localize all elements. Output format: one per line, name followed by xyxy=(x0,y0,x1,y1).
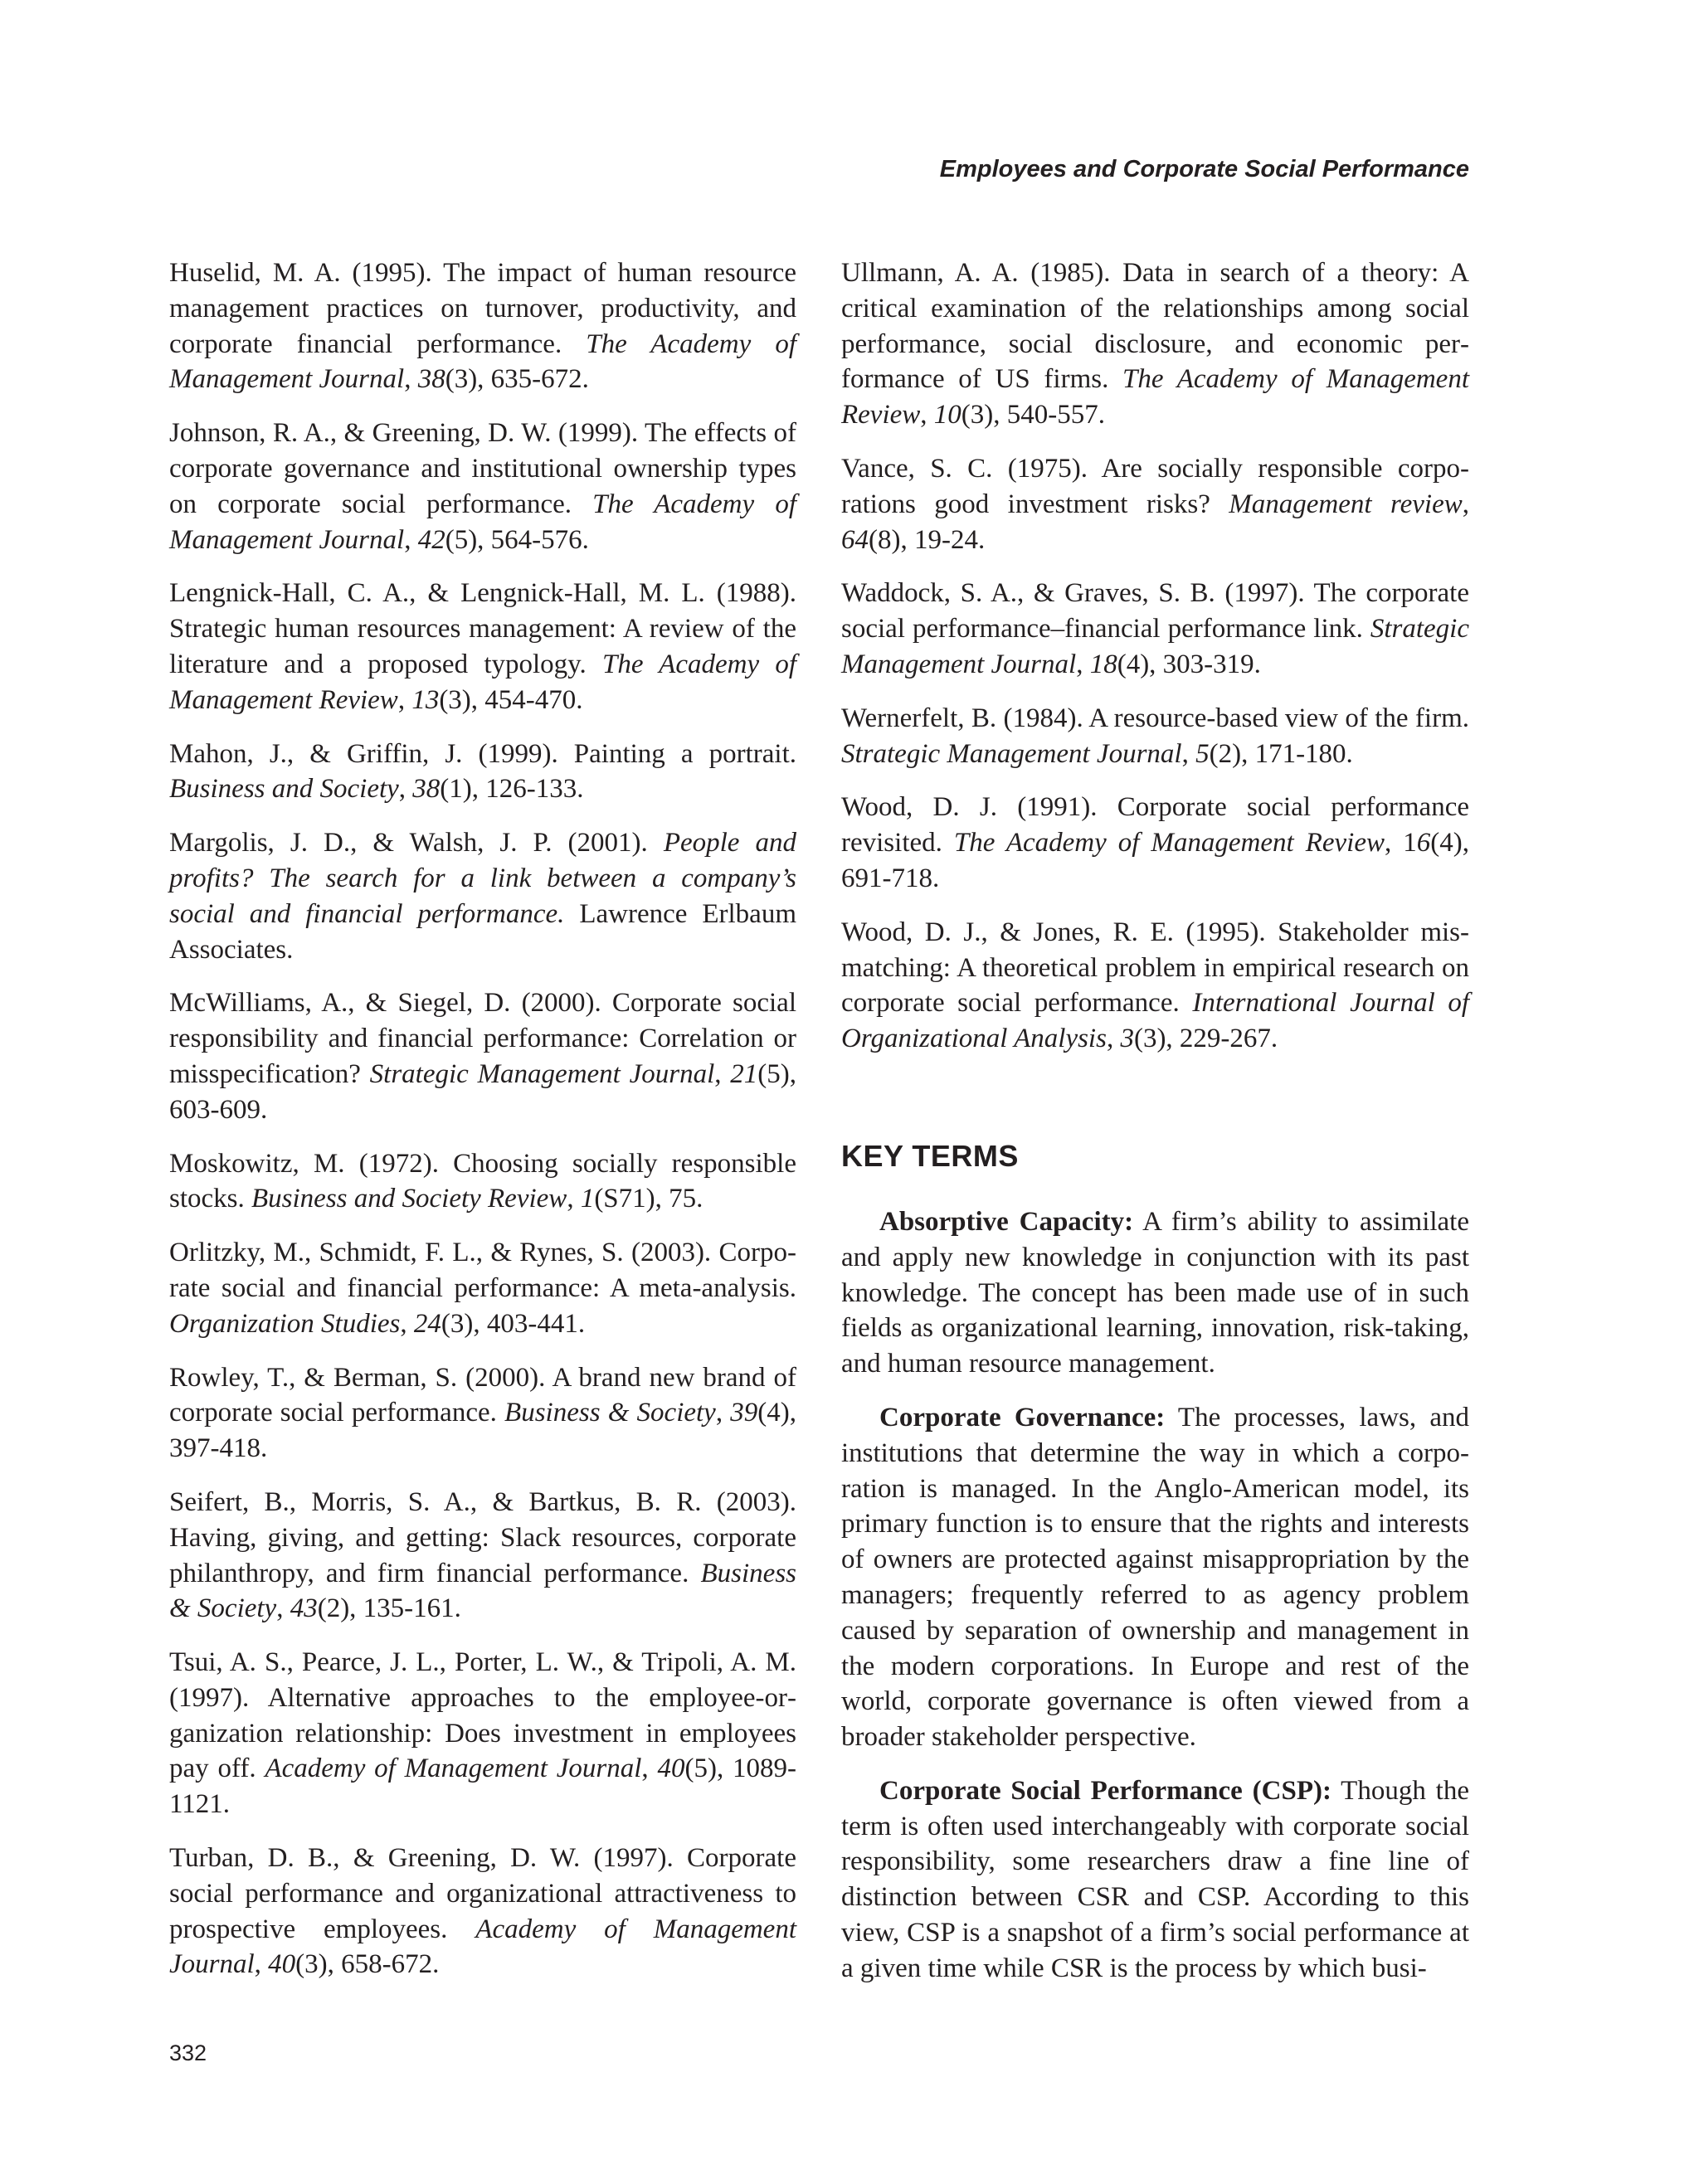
key-terms-heading: KEY TERMS xyxy=(841,1138,1019,1173)
reference-entry: Johnson, R. A., & Greening, D. W. (1999). The effects of corporate governance and institutional ownership types on corporate social performance. The Academy of Management Journal, 42(5), 564-576. xyxy=(169,418,796,555)
reference-entry: Wood, D. J., & Jones, R. E. (1995). Stakeholder mismatching: A theoretical problem in empirical research on corporate social performance. International Journal of Organizational Analysis, 3(3), 229-267. xyxy=(841,917,1469,1054)
key-term-entry xyxy=(841,1400,1469,1755)
reference-entry: McWilliams, A., & Siegel, D. (2000). Corporate social responsibility and financial performance: Correlation or misspecification? Strategic Management Journal, 21(5), 603-609. xyxy=(169,988,796,1125)
key-term-label: Corporate Governance: xyxy=(879,1402,1166,1432)
running-head-title: Employees and Corporate Social Performance xyxy=(939,156,1469,182)
reference-entry: Orlitzky, M., Schmidt, F. L., & Rynes, S. (2003). Corporate social and financial performance: A meta-analysis. Organization Studies, 24(3), 403-441. xyxy=(169,1238,796,1339)
reference-entry: Wernerfelt, B. (1984). A resource-based view of the firm. Strategic Management Journal, 5(2), 171-180. xyxy=(841,703,1469,769)
key-term-label: Absorptive Capacity: xyxy=(879,1206,1134,1237)
reference-entry: Wood, D. J. (1991). Corporate social performance revisited. The Academy of Management Review, 16(4), 691-718. xyxy=(841,792,1469,893)
key-term-definition: Though the term is often used interchangeably with corporate social responsibility, some researchers draw a fine line of distinction between CSR and CSP. According to this view, CSP is a snapshot of a firm’s social performance at a given time while CSR is the process by which busi- xyxy=(841,1775,1469,1983)
right-column xyxy=(841,255,1469,2005)
reference-entry: Vance, S. C. (1975). Are socially responsible corporations good investment risks? Management review, 64(8), 19-24. xyxy=(841,453,1469,555)
reference-entry: Waddock, S. A., & Graves, S. B. (1997). The corporate social performance–financial performance link. Strategic Management Journal, 18(4), 303-319. xyxy=(841,578,1469,679)
reference-entry: Margolis, J. D., & Walsh, J. P. (2001). People and profits? The search for a link between a company’s social and financial performance. Lawrence Erlbaum Associates. xyxy=(169,828,796,965)
reference-entry: Rowley, T., & Berman, S. (2000). A brand new brand of corporate social performance. Business & Society, 39(4), 397-418. xyxy=(169,1362,796,1464)
page-number: 332 xyxy=(169,2041,207,2065)
reference-entry: Turban, D. B., & Greening, D. W. (1997). Corporate social performance and organizational attractiveness to prospective employees. Academy of Management Journal, 40(3), 658-672. xyxy=(169,1843,796,1980)
key-term-entry xyxy=(841,1204,1469,1382)
reference-entry: Tsui, A. S., Pearce, J. L., Porter, L. W., & Tripoli, A. M. (1997). Alternative approaches to the employee-organization relationship: Does investment in employees pay off. Academy of Management Journal, 40(5), 1089-1121. xyxy=(169,1647,797,1820)
left-column xyxy=(169,255,796,2001)
reference-entry: Ullmann, A. A. (1985). Data in search of a theory: A critical examination of the relationships among social performance, social disclosure, and economic performance of US firms. The Academy of Management Review, 10(3), 540-557. xyxy=(841,258,1469,430)
reference-entry: Seifert, B., Morris, S. A., & Bartkus, B. R. (2003). Having, giving, and getting: Slack resources, corporate philanthropy, and firm financial performance. Business & Society, 43(2), 135-161. xyxy=(169,1486,796,1624)
key-term-label: Corporate Social Performance (CSP): xyxy=(879,1775,1331,1806)
key-term-entry xyxy=(841,1773,1469,1987)
reference-entry: Mahon, J., & Griffin, J. (1999). Painting a portrait. Business and Society, 38(1), 126-133. xyxy=(169,738,796,805)
key-term-definition: The processes, laws, and institutions that determine the way in which a corporation is managed. In the Anglo-American model, its primary function is to ensure that the rights and interests of owners are protected against misappropriation by the managers; frequently referred to as agency problem caused by separation of ownership and management in the modern corporations. In Europe and rest of the world, corporate governance is often viewed from a broader stakeholder perspective. xyxy=(841,1402,1469,1753)
reference-entry: Moskowitz, M. (1972). Choosing socially responsible stocks. Business and Society Review, 1(S71), 75. xyxy=(169,1148,796,1214)
key-term-definition: A firm’s ability to assimilate and apply new knowledge in conjunction with its past knowledge. The concept has been made use of in such fields as organizational learning, innovation, risk-taking, and human resource management. xyxy=(841,1206,1470,1379)
reference-entry: Huselid, M. A. (1995). The impact of human resource management practices on turnover, productivity, and corporate financial performance. The Academy of Management Journal, 38(3), 635-672. xyxy=(169,258,796,395)
reference-entry: Lengnick-Hall, C. A., & Lengnick-Hall, M. L. (1988). Strategic human resources management: A review of the literature and a proposed typology. The Academy of Management Review, 13(3), 454-470. xyxy=(169,578,796,715)
